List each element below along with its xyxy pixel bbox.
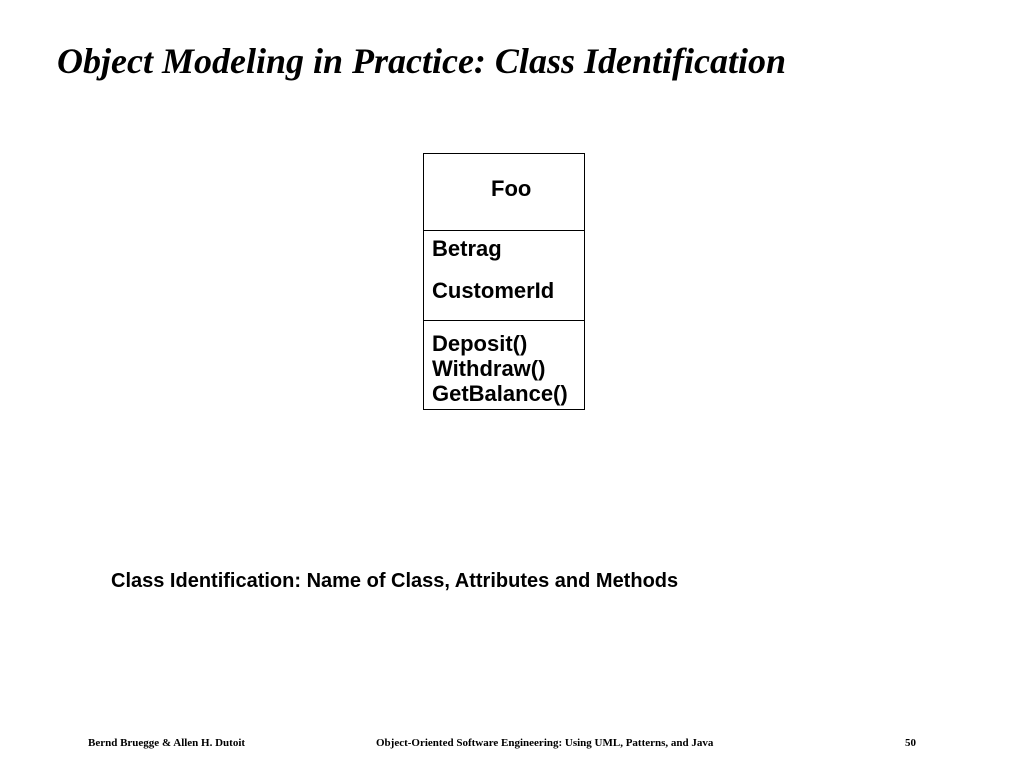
class-name: Foo (491, 176, 532, 201)
class-attribute: CustomerId (432, 278, 555, 303)
slide-title: Object Modeling in Practice: Class Identification (57, 41, 786, 81)
diagram-caption: Class Identification: Name of Class, Attributes and Methods (111, 570, 679, 592)
footer-book-title: Object-Oriented Software Engineering: Using UML, Patterns, and Java (376, 737, 714, 749)
class-method: GetBalance() (432, 381, 568, 406)
class-methods-compartment (424, 320, 584, 411)
footer-page-number: 50 (905, 737, 916, 749)
class-methods-list (432, 331, 568, 406)
uml-class-box (423, 153, 585, 410)
class-attribute: Betrag (432, 236, 502, 261)
class-name-compartment (424, 154, 584, 231)
footer-authors: Bernd Bruegge & Allen H. Dutoit (88, 737, 246, 749)
class-method: Withdraw() (432, 356, 546, 381)
class-method: Deposit() (432, 331, 528, 356)
